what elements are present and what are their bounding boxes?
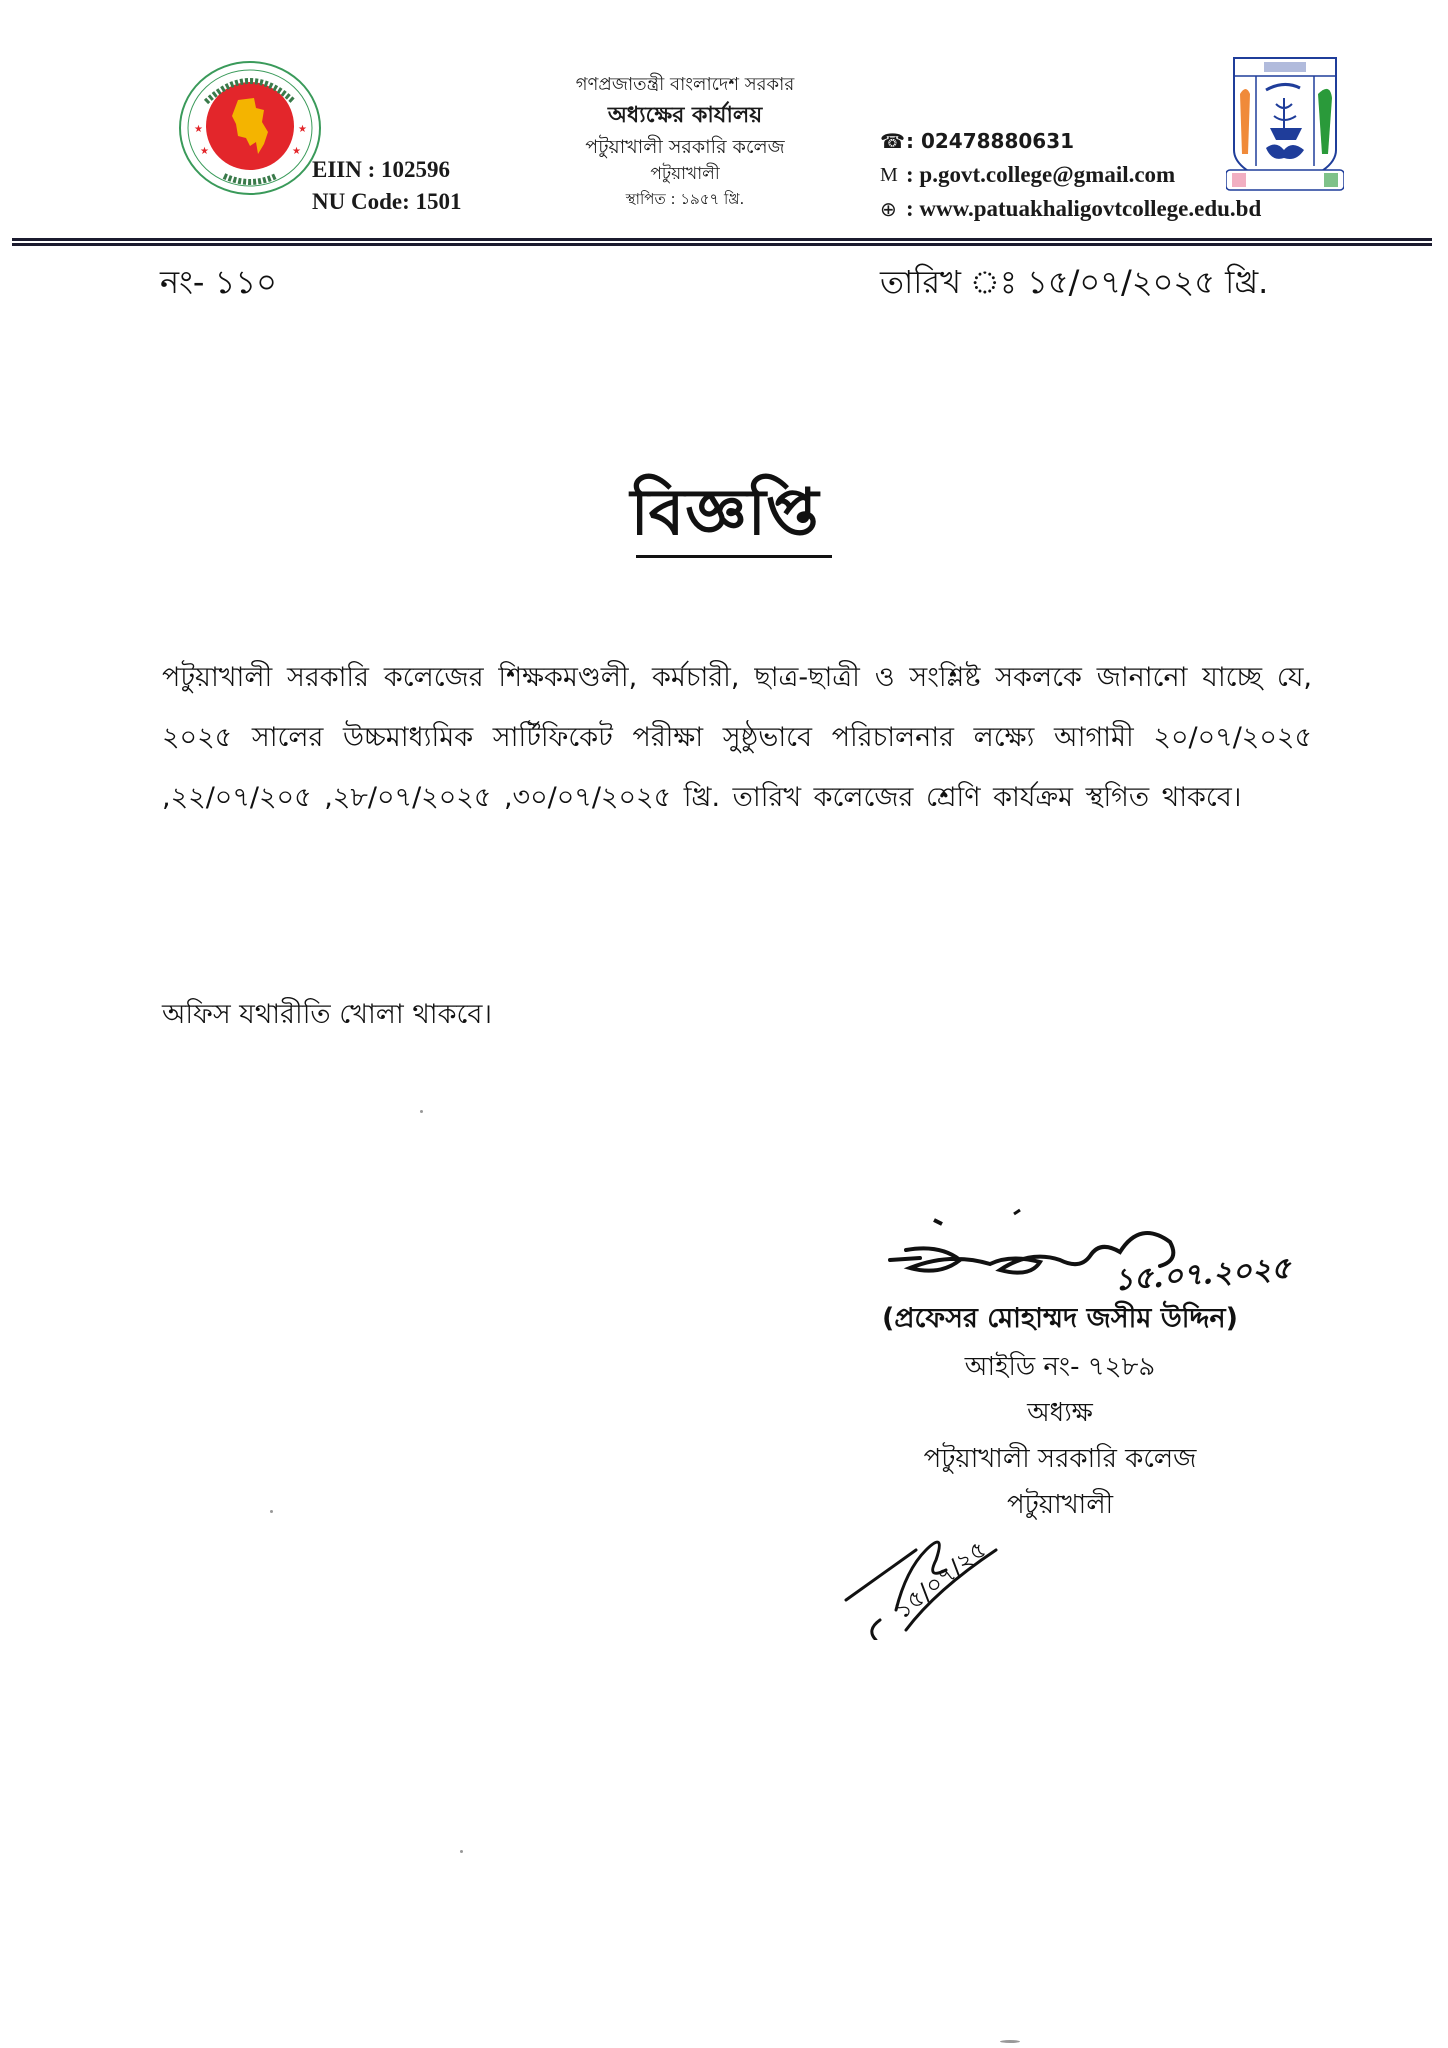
letterhead-center [500,70,870,212]
notice-title: বিজ্ঞপ্তি [630,476,820,550]
handwritten-initial [836,1490,1036,1640]
signatory-institution: পটুয়াখালী সরকারি কলেজ [923,1444,1197,1474]
signatory-id: আইডি নং- ৭২৮৯ [964,1352,1156,1382]
svg-text:★: ★ [292,146,301,157]
notice-closing: অফিস যথারীতি খোলা থাকবে। [162,999,493,1030]
header-divider [12,238,1432,246]
scan-speck [460,1850,463,1853]
mail-icon: M [880,163,898,186]
institution-codes [312,154,462,218]
office-name: অধ্যক্ষের কার্যালয় [607,103,763,128]
notice-body: পটুয়াখালী সরকারি কলেজের শিক্ষকমণ্ডলী, কর্মচারী, ছাত্র-ছাত্রী ও সংশ্লিষ্ট সকলকে জানানো যাচ্ছে যে, ২০২৫ সালের উচ্চমাধ্যমিক সার্টিফিকেট পরীক্ষা সুষ্ঠুভাবে পরিচালনার লক্ষ্যে আগামী ২০/০৭/২০২৫ ,২২/০৭/২০৫ ,২৮/০৭/২০২৫ ,৩০/০৭/২০২৫ খ্রি. তারিখ কলেজের শ্রেণি কার্যক্রম স্থগিত থাকবে। [162,662,1312,813]
phone-row [880,124,1261,158]
government-seal-logo [176,58,324,198]
eiin-number: EIIN : 102596 [312,157,451,182]
established-year: স্থাপিত : ১৯৫৭ খ্রি. [625,190,745,208]
signatory-location: পটুয়াখালী [1006,1490,1114,1520]
website-row [880,192,1261,226]
nu-code: NU Code: 1501 [312,189,462,214]
title-underline [636,555,832,558]
svg-text:★: ★ [200,146,209,157]
college-location: পটুয়াখালী [650,164,720,184]
contact-info [880,124,1261,226]
phone-icon: ☎ [880,129,905,153]
signature-date: ১৫.০৭.২০২৫ [1112,1250,1292,1299]
website-url: : www.patuakhaligovtcollege.edu.bd [906,196,1262,221]
college-crest-icon [1226,54,1344,194]
initial-scribble-icon [836,1490,1036,1640]
signatory-name: (প্রফেসর মোহাম্মদ জসীম উদ্দিন) [882,1303,1238,1334]
scan-speck [270,1510,273,1513]
svg-text:১৫/০৭/২৫: ১৫/০৭/২৫ [888,1535,993,1625]
bangladesh-govt-seal-icon [176,58,324,198]
scan-speck [1000,2040,1020,2043]
reference-number: নং- ১১০ [160,263,277,301]
government-name: গণপ্রজাতন্ত্রী বাংলাদেশ সরকার [575,74,795,95]
svg-text:★: ★ [298,124,307,135]
phone-number: : 02478880631 [906,129,1075,153]
svg-text:★: ★ [194,124,203,135]
signatory-designation: অধ্যক্ষ [1027,1398,1093,1428]
globe-icon: ⊕ [880,198,897,221]
email-address: : p.govt.college@gmail.com [906,162,1176,187]
college-crest-logo [1226,54,1344,194]
notice-date: তারিখ ঃ ১৫/০৭/২০২৫ খ্রি. [880,263,1269,301]
scan-speck [420,1110,423,1113]
email-row [880,158,1261,192]
college-name: পটুয়াখালী সরকারি কলেজ [585,136,785,158]
